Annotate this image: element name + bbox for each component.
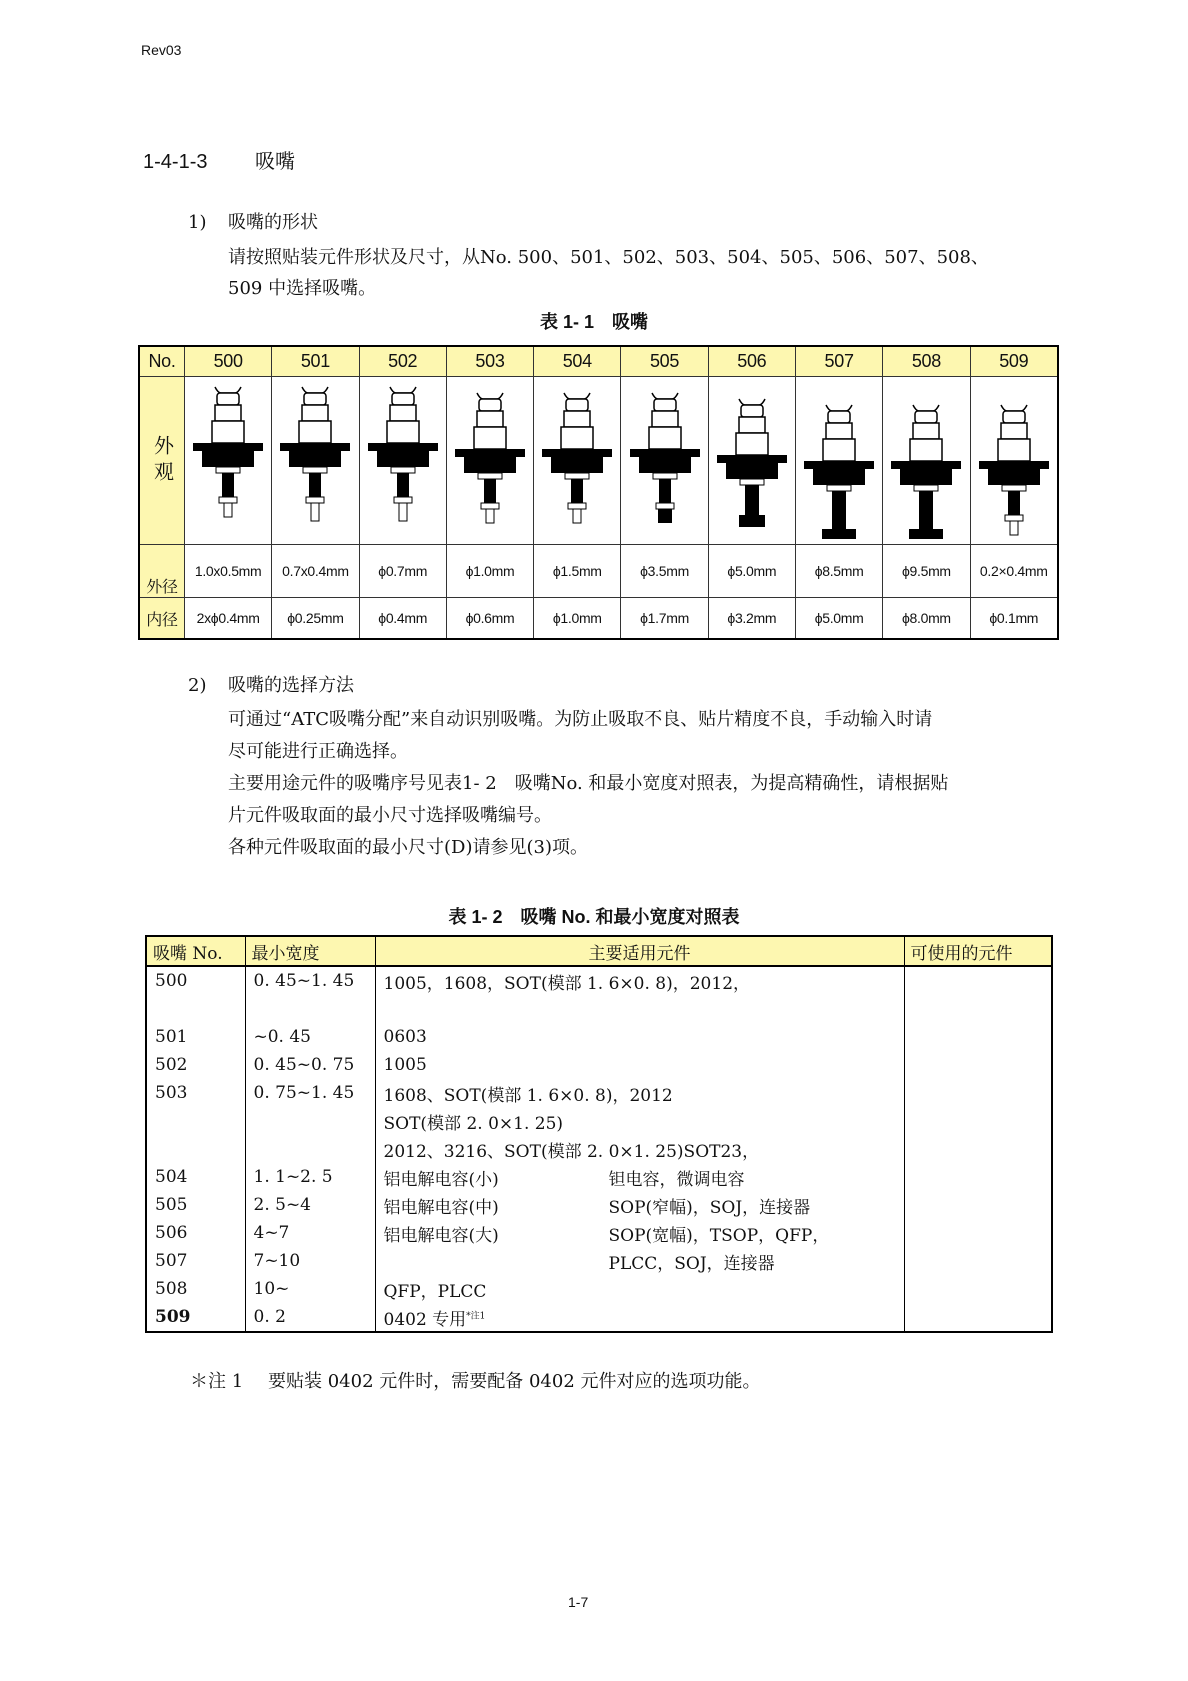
subsection-1-title: 吸嘴的形状	[228, 212, 318, 233]
no-header: No.	[139, 346, 185, 377]
min-width: 1. 1~2. 5	[245, 1163, 375, 1191]
nozzle-501-image	[275, 526, 355, 542]
table-row	[146, 1275, 1052, 1303]
nozzle-inner-diameter: 2xϕ0.4mm	[185, 598, 272, 640]
usable-components	[904, 966, 1052, 995]
main-components	[375, 1163, 904, 1191]
nozzle-no: 505	[146, 1191, 245, 1219]
paragraph-line: 可通过“ATC吸嘴分配”来自动识别吸嘴。为防止吸取不良、贴片精度不良，手动输入时请	[228, 709, 933, 730]
nozzle-number: 506	[708, 346, 795, 377]
table-row	[146, 1247, 1052, 1275]
page-number: 1-7	[568, 1594, 589, 1610]
usable-components	[904, 1303, 1052, 1332]
nozzle-outer-diameter: 0.7x0.4mm	[272, 545, 359, 598]
table-row	[146, 1079, 1052, 1107]
usable-components	[904, 1191, 1052, 1219]
nozzle-image-cell	[446, 377, 533, 545]
nozzle-no: 508	[146, 1275, 245, 1303]
component-group-a: SOT(模部 2. 0×1. 25)	[383, 1113, 564, 1134]
paragraph-line: 各种元件吸取面的最小尺寸(D)请参见(3)项。	[228, 837, 588, 858]
nozzle-inner-diameter: ϕ5.0mm	[795, 598, 882, 640]
min-width: 4~7	[245, 1219, 375, 1247]
nozzle-inner-diameter: ϕ8.0mm	[883, 598, 970, 640]
subsection-2-title: 吸嘴的选择方法	[228, 675, 354, 696]
table-row	[146, 1191, 1052, 1219]
main-components	[375, 1051, 904, 1079]
component-group-b: 钽电容，微调电容	[608, 1169, 745, 1190]
component-group-a: 0603	[383, 1027, 427, 1047]
appearance-label: 外观	[139, 377, 185, 545]
nozzle-inner-diameter: ϕ0.4mm	[359, 598, 446, 640]
nozzle-505-image	[625, 526, 705, 542]
min-width	[245, 1107, 375, 1135]
table-row	[146, 995, 1052, 1023]
min-width: 0. 45~0. 75	[245, 1051, 375, 1079]
nozzle-image-cell	[272, 377, 359, 545]
nozzle-no: 503	[146, 1079, 245, 1107]
usable-components	[904, 1163, 1052, 1191]
table-row	[146, 1163, 1052, 1191]
min-width: 7~10	[245, 1247, 375, 1275]
min-width	[245, 995, 375, 1023]
table2-section	[145, 935, 1053, 1393]
nozzle-number: 509	[970, 346, 1058, 377]
usable-components	[904, 1051, 1052, 1079]
main-components	[375, 1191, 904, 1219]
usable-components	[904, 995, 1052, 1023]
main-components	[375, 1107, 904, 1135]
nozzle-no	[146, 1135, 245, 1163]
nozzle-image-cell	[359, 377, 446, 545]
table-row	[146, 1303, 1052, 1332]
nozzle-outer-diameter: 1.0x0.5mm	[185, 545, 272, 598]
main-components	[375, 1023, 904, 1051]
nozzle-no	[146, 995, 245, 1023]
nozzle-outer-diameter: ϕ3.5mm	[621, 545, 708, 598]
nozzle-outer-diameter: ϕ9.5mm	[883, 545, 970, 598]
nozzle-shape-table	[138, 345, 1059, 640]
nozzle-number: 505	[621, 346, 708, 377]
usable-components	[904, 1079, 1052, 1107]
usable-components	[904, 1275, 1052, 1303]
nozzle-inner-diameter: ϕ0.1mm	[970, 598, 1058, 640]
component-group-a: 2012、3216、SOT(模部 2. 0×1. 25)SOT23，	[383, 1141, 760, 1162]
footnote	[190, 1367, 1053, 1393]
min-width: 2. 5~4	[245, 1191, 375, 1219]
nozzle-number: 507	[795, 346, 882, 377]
nozzle-no: 502	[146, 1051, 245, 1079]
nozzle-image-cell	[970, 377, 1058, 545]
nozzle-inner-diameter: ϕ0.25mm	[272, 598, 359, 640]
revision-label: Rev03	[141, 42, 182, 58]
table-row	[146, 966, 1052, 995]
table-row	[146, 1051, 1052, 1079]
table-row	[146, 1219, 1052, 1247]
col-header-main-components: 主要适用元件	[375, 936, 904, 966]
subsection-1-heading	[188, 208, 318, 234]
component-group-a: 1608、SOT(模部 1. 6×0. 8)，2012	[383, 1085, 673, 1106]
nozzle-no	[146, 1107, 245, 1135]
component-group-a: 铝电解电容(中)	[383, 1197, 499, 1218]
nozzle-500-image	[188, 526, 268, 542]
paragraph-line: 509 中选择吸嘴。	[228, 278, 377, 299]
nozzle-inner-diameter: ϕ3.2mm	[708, 598, 795, 640]
nozzle-outer-diameter: ϕ1.5mm	[534, 545, 621, 598]
usable-components	[904, 1107, 1052, 1135]
nozzle-inner-diameter: ϕ0.6mm	[446, 598, 533, 640]
nozzle-507-image	[799, 526, 879, 542]
nozzle-outer-diameter: ϕ0.7mm	[359, 545, 446, 598]
footnote-mark: ＊注 1	[190, 1371, 244, 1392]
usable-components	[904, 1247, 1052, 1275]
min-width: ~0. 45	[245, 1023, 375, 1051]
nozzle-image-cell	[795, 377, 882, 545]
nozzle-no: 509	[146, 1303, 245, 1332]
main-components	[375, 1219, 904, 1247]
usable-components	[904, 1023, 1052, 1051]
nozzle-502-image	[363, 526, 443, 542]
nozzle-508-image	[886, 526, 966, 542]
subsection-2-label: 2)	[188, 675, 207, 696]
subsection-2-heading	[188, 671, 354, 697]
main-components	[375, 1247, 904, 1275]
nozzle-outer-diameter: ϕ5.0mm	[708, 545, 795, 598]
nozzle-no: 507	[146, 1247, 245, 1275]
nozzle-number: 502	[359, 346, 446, 377]
component-group-a: 铝电解电容(大)	[383, 1225, 499, 1246]
table-row	[146, 1135, 1052, 1163]
section-number: 1-4-1-3	[143, 151, 208, 173]
section-title: 吸嘴	[255, 151, 295, 173]
min-width: 0. 45~1. 45	[245, 966, 375, 995]
nozzle-image-cell	[185, 377, 272, 545]
nozzle-width-table	[145, 935, 1053, 1333]
footnote-ref: *注1	[466, 1310, 486, 1321]
nozzle-number: 500	[185, 346, 272, 377]
table1-caption: 表 1- 1 吸嘴	[539, 312, 649, 332]
nozzle-506-image	[712, 526, 792, 542]
col-header-usable-components: 可使用的元件	[904, 936, 1052, 966]
main-components	[375, 995, 904, 1023]
paragraph-line: 片元件吸取面的最小尺寸选择吸嘴编号。	[228, 805, 552, 826]
component-group-b: SOP(宽幅)，TSOP，QFP，	[608, 1225, 830, 1246]
nozzle-outer-diameter: ϕ1.0mm	[446, 545, 533, 598]
nozzle-504-image	[537, 526, 617, 542]
nozzle-outer-diameter: ϕ8.5mm	[795, 545, 882, 598]
nozzle-inner-diameter: ϕ1.7mm	[621, 598, 708, 640]
paragraph-line: 主要用途元件的吸嘴序号见表1- 2 吸嘴No. 和最小宽度对照表，为提高精确性，请根据贴	[228, 773, 949, 794]
nozzle-image-cell	[883, 377, 970, 545]
min-width: 10~	[245, 1275, 375, 1303]
footnote-text: 要贴装 0402 元件时，需要配备 0402 元件对应的选项功能。	[268, 1371, 761, 1392]
min-width	[245, 1135, 375, 1163]
component-group-a: 1005，1608，SOT(模部 1. 6×0. 8)，2012，	[383, 973, 751, 994]
nozzle-no: 504	[146, 1163, 245, 1191]
nozzle-number: 504	[534, 346, 621, 377]
usable-components	[904, 1135, 1052, 1163]
usable-components	[904, 1219, 1052, 1247]
nozzle-inner-diameter: ϕ1.0mm	[534, 598, 621, 640]
outer-diameter-label: 外径	[139, 545, 185, 598]
paragraph-line: 请按照贴装元件形状及尺寸，从No. 500、501、502、503、504、505、506、507、508、	[228, 247, 989, 268]
component-group-a: 铝电解电容(小)	[383, 1169, 499, 1190]
nozzle-no: 506	[146, 1219, 245, 1247]
table2-caption: 表 1- 2 吸嘴 No. 和最小宽度对照表	[448, 907, 740, 927]
component-group-a: 0402 专用	[383, 1309, 467, 1330]
subsection-1-label: 1)	[188, 212, 207, 233]
main-components	[375, 966, 904, 995]
nozzle-number: 501	[272, 346, 359, 377]
col-header-nozzle-no: 吸嘴 No.	[146, 936, 245, 966]
main-components	[375, 1079, 904, 1107]
inner-diameter-label: 内径	[139, 598, 185, 640]
nozzle-509-image	[974, 526, 1054, 542]
min-width: 0. 75~1. 45	[245, 1079, 375, 1107]
main-components	[375, 1303, 904, 1332]
nozzle-outer-diameter: 0.2×0.4mm	[970, 545, 1058, 598]
component-group-b: SOP(窄幅)，SOJ，连接器	[608, 1197, 811, 1218]
nozzle-number: 503	[446, 346, 533, 377]
main-components	[375, 1275, 904, 1303]
nozzle-image-cell	[534, 377, 621, 545]
table-row	[146, 1023, 1052, 1051]
nozzle-image-cell	[621, 377, 708, 545]
component-group-b: PLCC，SOJ，连接器	[608, 1253, 775, 1274]
nozzle-503-image	[450, 526, 530, 542]
table-row	[146, 1107, 1052, 1135]
nozzle-no: 501	[146, 1023, 245, 1051]
main-components	[375, 1135, 904, 1163]
component-group-a: QFP，PLCC	[383, 1281, 487, 1302]
nozzle-image-cell	[708, 377, 795, 545]
nozzle-no: 500	[146, 966, 245, 995]
nozzle-number: 508	[883, 346, 970, 377]
component-group-a: 1005	[383, 1055, 427, 1075]
paragraph-line: 尽可能进行正确选择。	[228, 741, 408, 762]
col-header-min-width: 最小宽度	[245, 936, 375, 966]
section-heading	[143, 145, 295, 174]
min-width: 0. 2	[245, 1303, 375, 1332]
